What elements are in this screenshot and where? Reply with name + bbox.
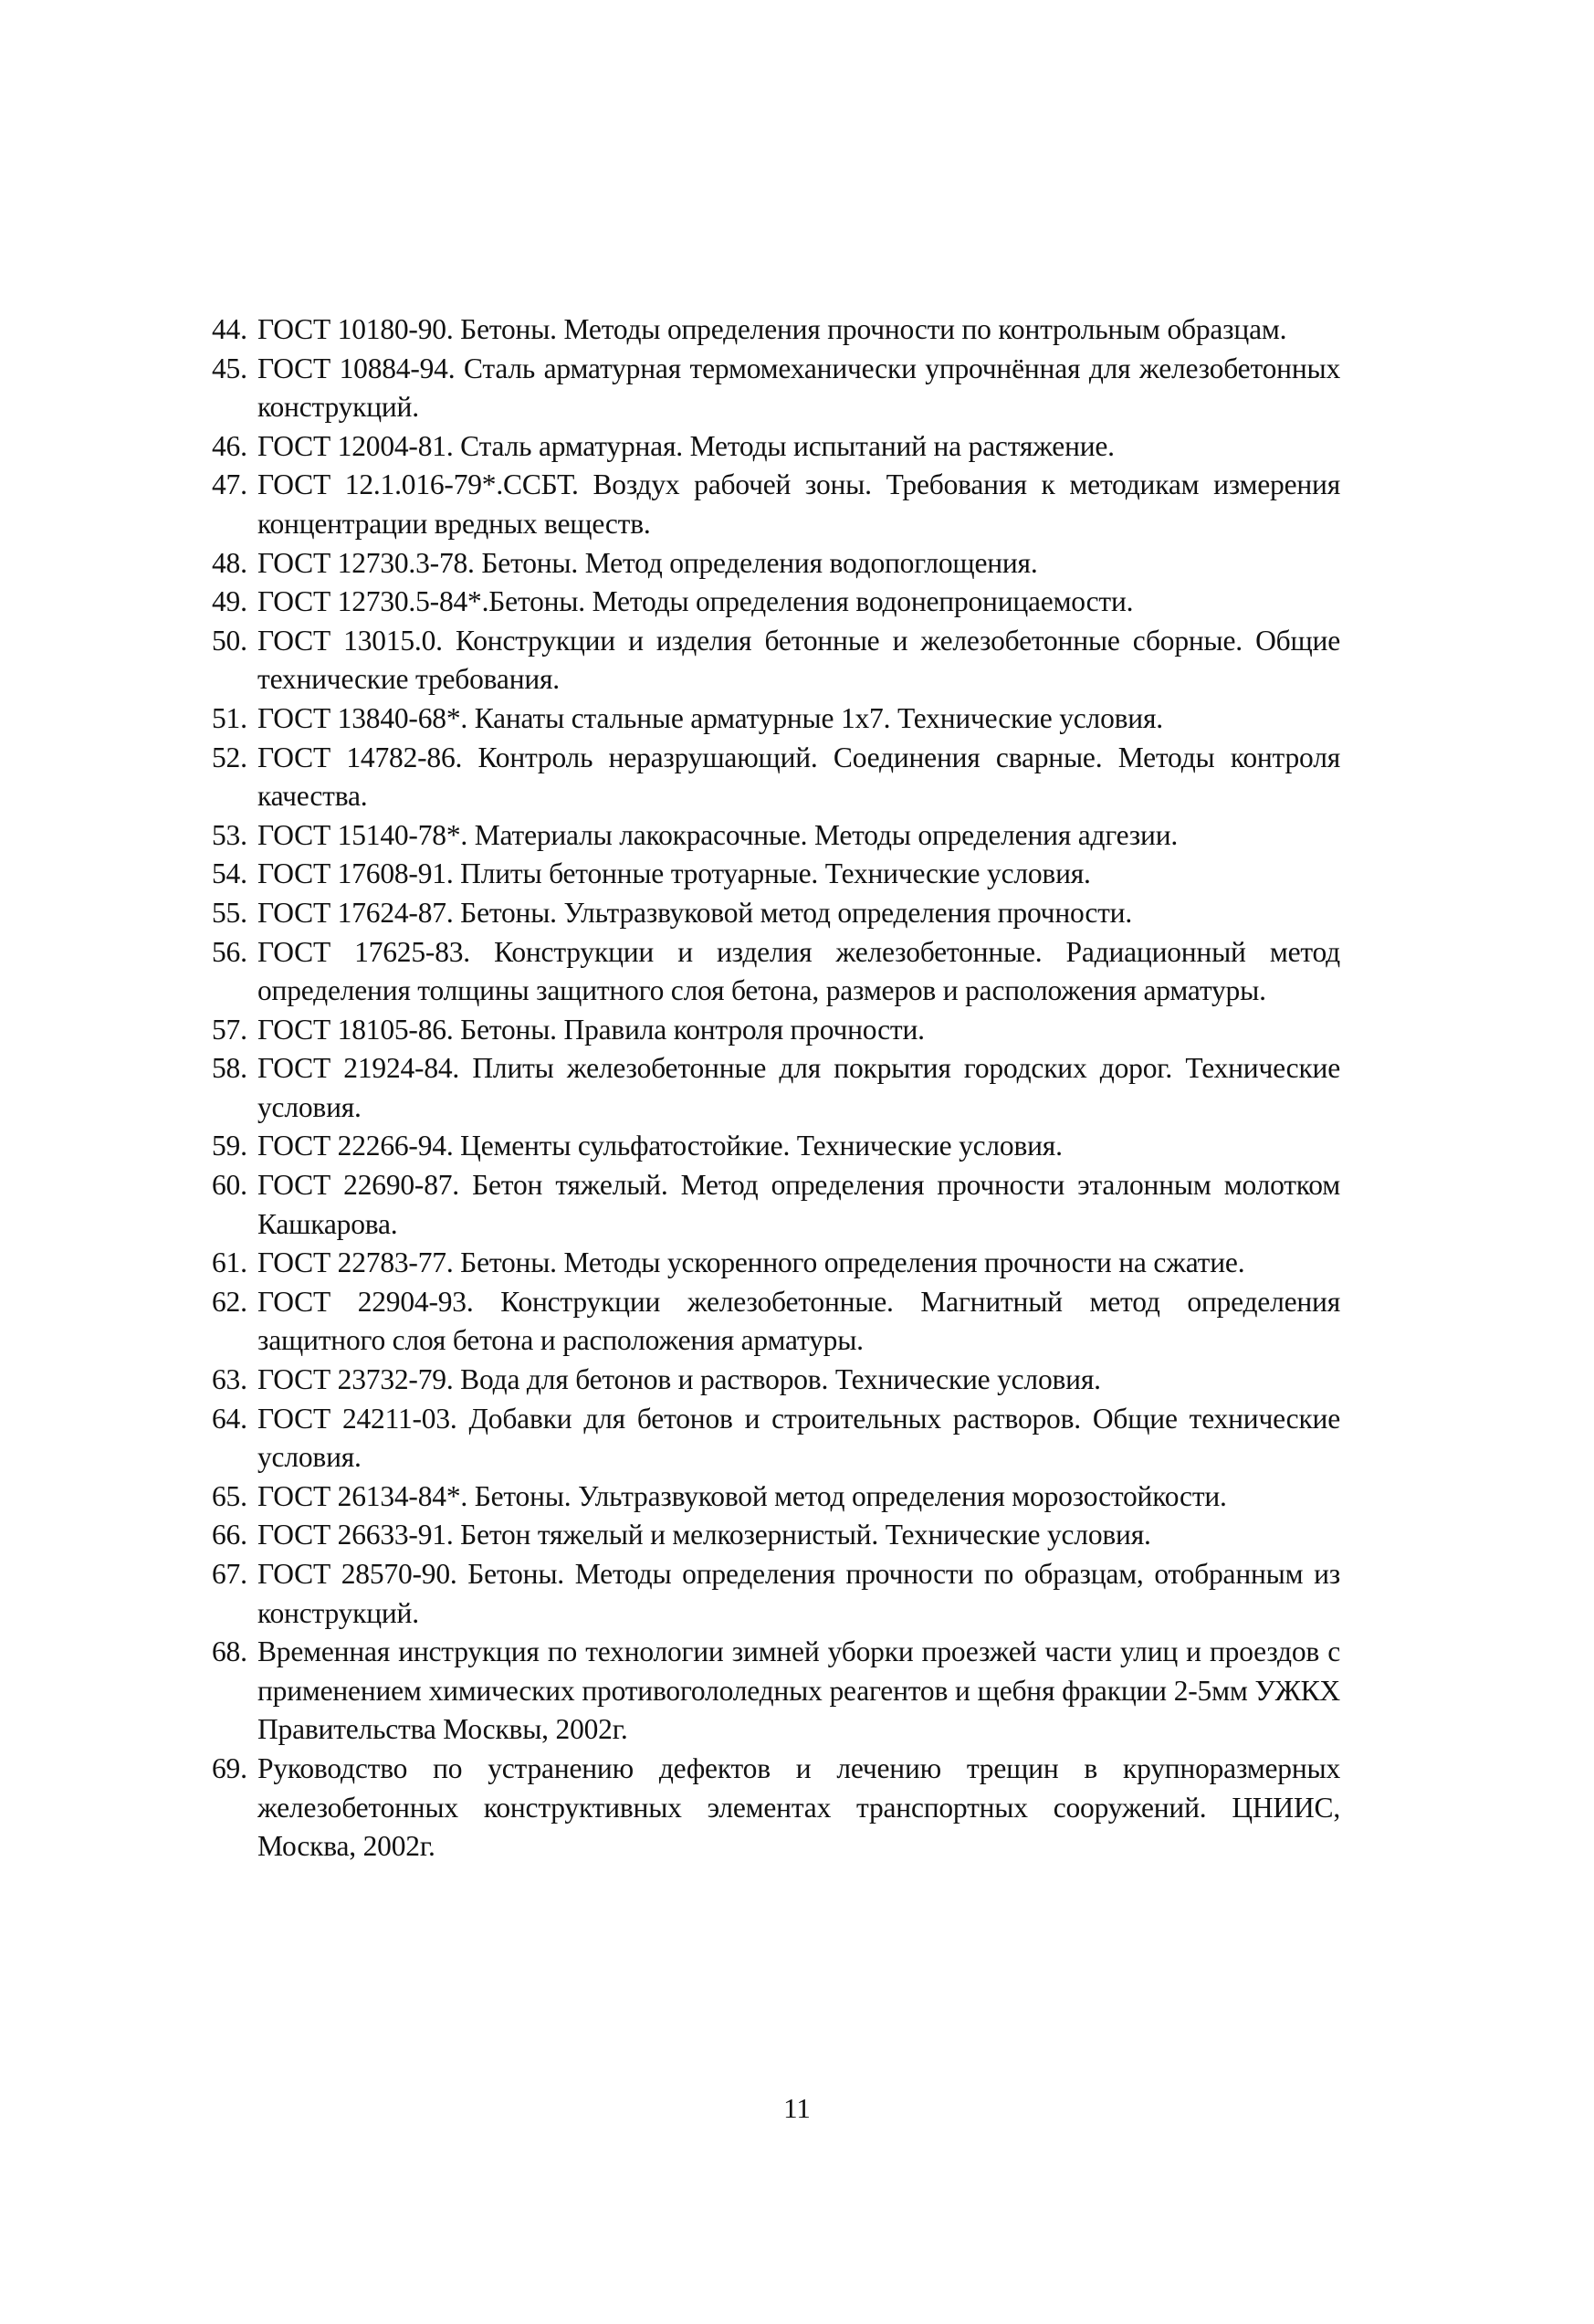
reference-text: ГОСТ 22690-87. Бетон тяжелый. Метод определения прочности эталонным молотком Кашкарова. [257, 1169, 1340, 1240]
reference-item [212, 310, 1340, 350]
reference-text: ГОСТ 10180-90. Бетоны. Методы определения прочности по контрольным образцам. [257, 313, 1287, 345]
reference-item [212, 1477, 1340, 1517]
reference-item [212, 855, 1340, 894]
reference-item [212, 1283, 1340, 1361]
reference-number: 53. [212, 818, 247, 851]
reference-text: ГОСТ 21924-84. Плиты железобетонные для покрытия городских дорог. Технические условия. [257, 1052, 1340, 1123]
reference-text: ГОСТ 22904-93. Конструкции железобетонные. Магнитный метод определения защитного слоя бетона и расположения арматуры. [257, 1285, 1340, 1357]
reference-text: ГОСТ 12004-81. Сталь арматурная. Методы испытаний на растяжение. [257, 429, 1115, 462]
reference-number: 64. [212, 1402, 247, 1435]
reference-list [212, 310, 1340, 1867]
reference-number: 56. [212, 935, 247, 968]
reference-number: 49. [212, 585, 247, 618]
reference-number: 59. [212, 1130, 247, 1162]
reference-text: ГОСТ 17624-87. Бетоны. Ультразвуковой метод определения прочности. [257, 896, 1132, 929]
reference-item [212, 933, 1340, 1011]
reference-item [212, 1555, 1340, 1633]
reference-number: 48. [212, 546, 247, 579]
reference-item [212, 1011, 1340, 1050]
reference-item [212, 1516, 1340, 1555]
reference-text: ГОСТ 26134-84*. Бетоны. Ультразвуковой метод определения морозостойкости. [257, 1479, 1227, 1512]
reference-number: 45. [212, 352, 247, 384]
reference-number: 57. [212, 1013, 247, 1046]
reference-item [212, 699, 1340, 739]
reference-text: ГОСТ 17608-91. Плиты бетонные тротуарные. Технические условия. [257, 857, 1091, 890]
reference-item [212, 583, 1340, 622]
reference-item [212, 466, 1340, 543]
reference-number: 67. [212, 1558, 247, 1590]
reference-item [212, 816, 1340, 856]
reference-number: 66. [212, 1519, 247, 1551]
reference-number: 54. [212, 857, 247, 890]
reference-text: ГОСТ 12.1.016-79*.ССБТ. Воздух рабочей зоны. Требования к методикам измерения концентрации вредных веществ. [257, 468, 1340, 540]
reference-text: ГОСТ 23732-79. Вода для бетонов и растворов. Технические условия. [257, 1363, 1101, 1396]
reference-text: ГОСТ 24211-03. Добавки для бетонов и строительных растворов. Общие технические условия. [257, 1402, 1340, 1474]
reference-number: 58. [212, 1052, 247, 1085]
reference-text: ГОСТ 12730.3-78. Бетоны. Метод определения водопоглощения. [257, 546, 1038, 579]
reference-text: ГОСТ 26633-91. Бетон тяжелый и мелкозернистый. Технические условия. [257, 1519, 1151, 1551]
reference-text: ГОСТ 12730.5-84*.Бетоны. Методы определения водонепроницаемости. [257, 585, 1134, 618]
reference-text: ГОСТ 28570-90. Бетоны. Методы определения прочности по образцам, отобранным из конструкций. [257, 1558, 1340, 1629]
reference-text: ГОСТ 13840-68*. Канаты стальные арматурные 1х7. Технические условия. [257, 701, 1163, 734]
reference-text: ГОСТ 22266-94. Цементы сульфатостойкие. Технические условия. [257, 1130, 1063, 1162]
reference-item [212, 739, 1340, 816]
reference-text: ГОСТ 17625-83. Конструкции и изделия железобетонные. Радиационный метод определения толщины защитного слоя бетона, размеров и расположения арматуры. [257, 935, 1340, 1007]
reference-item [212, 622, 1340, 699]
reference-number: 51. [212, 701, 247, 734]
reference-item [212, 1750, 1340, 1867]
reference-number: 68. [212, 1635, 247, 1668]
reference-number: 62. [212, 1285, 247, 1318]
reference-item [212, 1244, 1340, 1283]
reference-number: 52. [212, 741, 247, 773]
reference-number: 63. [212, 1363, 247, 1396]
reference-text: Руководство по устранению дефектов и лечению трещин в крупноразмерных железобетонных конструктивных элементах транспортных сооружений. ЦНИИС, Москва, 2002г. [257, 1751, 1340, 1863]
reference-item [212, 1633, 1340, 1750]
reference-number: 55. [212, 896, 247, 929]
reference-item [212, 1361, 1340, 1400]
reference-item [212, 1400, 1340, 1477]
reference-text: ГОСТ 10884-94. Сталь арматурная термомеханически упрочнённая для железобетонных конструкций. [257, 352, 1340, 424]
reference-item [212, 894, 1340, 933]
reference-item [212, 1166, 1340, 1244]
reference-number: 65. [212, 1479, 247, 1512]
reference-number: 60. [212, 1169, 247, 1202]
reference-number: 46. [212, 429, 247, 462]
reference-number: 44. [212, 313, 247, 345]
reference-text: ГОСТ 22783-77. Бетоны. Методы ускоренного определения прочности на сжатие. [257, 1246, 1245, 1279]
reference-number: 69. [212, 1751, 247, 1784]
reference-item [212, 544, 1340, 584]
page-number: 11 [783, 2092, 811, 2124]
reference-text: Временная инструкция по технологии зимней уборки проезжей части улиц и проездов с применением химических противогололедных реагентов и щебня фракции 2-5мм УЖКХ Правительства Москвы, 2002г. [257, 1635, 1340, 1746]
reference-text: ГОСТ 18105-86. Бетоны. Правила контроля прочности. [257, 1013, 925, 1046]
reference-item [212, 1127, 1340, 1166]
reference-item [212, 350, 1340, 427]
reference-number: 47. [212, 468, 247, 501]
reference-number: 50. [212, 624, 247, 657]
reference-item [212, 1049, 1340, 1127]
reference-text: ГОСТ 13015.0. Конструкции и изделия бетонные и железобетонные сборные. Общие технические требования. [257, 624, 1340, 696]
reference-text: ГОСТ 14782-86. Контроль неразрушающий. Соединения сварные. Методы контроля качества. [257, 741, 1340, 813]
reference-number: 61. [212, 1246, 247, 1279]
reference-item [212, 427, 1340, 467]
reference-text: ГОСТ 15140-78*. Материалы лакокрасочные. Методы определения адгезии. [257, 818, 1179, 851]
